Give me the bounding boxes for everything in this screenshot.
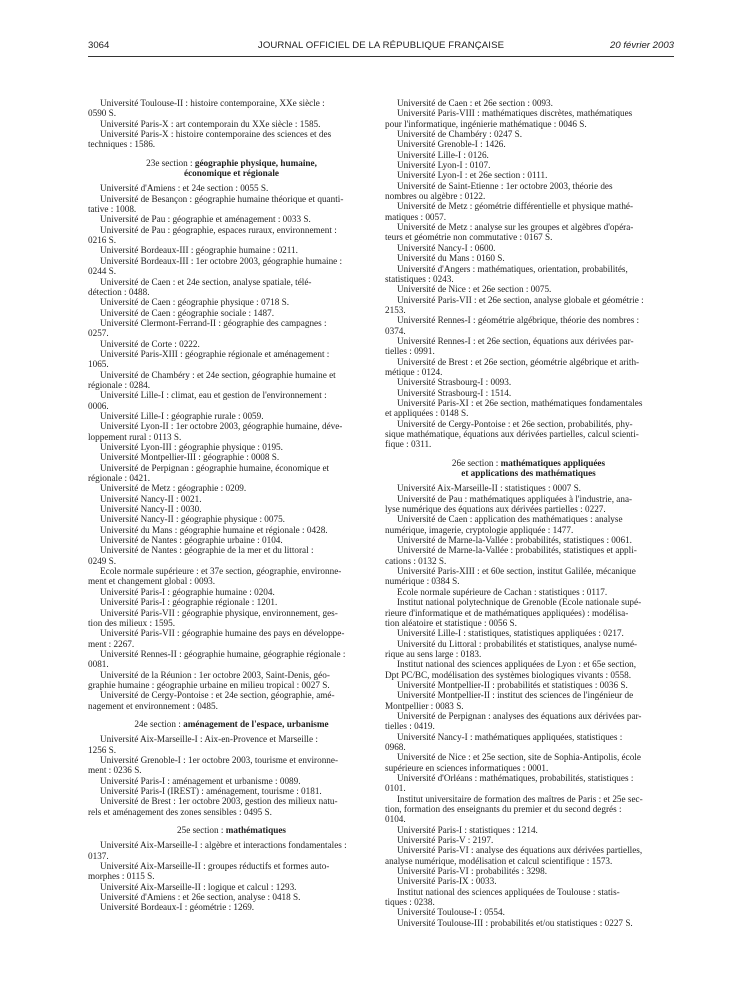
list-entry: Ecole normale supérieure : et 37e section, géographie, environne- ment et changement global : 0093. <box>88 566 342 587</box>
list-entry: Université Bordeaux-I : géométrie : 1269. <box>100 902 255 913</box>
list-entry: Université de Caen : et 26e section : 0093. <box>397 98 553 108</box>
left-column <box>88 98 375 913</box>
list-entry: Université de Cergy-Pontoise : et 24e section, géographie, amé- nagement et environnement : 0485. <box>88 690 335 711</box>
list-entry: Université Nancy-I : 0600. <box>397 242 496 253</box>
list-entry: Université Paris-VII : géographie physique, environnement, ges- tion des milieux : 1595. <box>88 607 338 628</box>
list-entry: Université de Metz : géographie : 0209. <box>100 483 247 494</box>
section-number: 25e section : <box>177 825 226 836</box>
section-title: aménagement de l'espace, urbanisme <box>183 718 329 729</box>
right-column <box>385 98 672 928</box>
section-heading <box>88 825 375 835</box>
list-entry: Institut universitaire de formation des maîtres de Paris : et 25e sec- tion, formation des enseignants du premier et du second degrés : 0104. <box>385 793 643 825</box>
list-entry: Université de Caen : géographie sociale : 1487. <box>100 307 274 318</box>
list-entry: Université Paris-I (IREST) : aménagement, tourisme : 0181. <box>100 786 322 796</box>
list-entry: Université Toulouse-I : 0554. <box>397 907 505 918</box>
list-entry: Université Lyon-I : 0107. <box>397 160 491 171</box>
list-entry: Université Toulouse-III : probabilités et/ou statistiques : 0227 S. <box>397 917 633 928</box>
list-entry: Institut national des sciences appliquées de Lyon : et 65e section, Dpt PC/BC, modélisation des systèmes biologiques vivants : 0558. <box>385 659 637 680</box>
list-entry: Université de Caen : et 24e section, analyse spatiale, télé- détection : 0488. <box>88 276 312 297</box>
list-entry: Université Aix-Marseille-II : logique et calcul : 1293. <box>100 881 297 892</box>
page-header <box>88 40 674 52</box>
section-number: 26e section : <box>451 457 501 468</box>
list-entry: Université de Chambéry : 0247 S. <box>397 129 523 140</box>
list-entry: Université Grenoble-I : 1426. <box>397 139 506 150</box>
list-entry: Université Montpellier-II : probabilités et statistiques : 0036 S. <box>397 679 628 690</box>
list-entry: Université Paris-XIII : géographie régionale et aménagement : 1065. <box>88 348 330 370</box>
list-entry: Université Nancy-I : mathématiques appliquées, statistiques : 0968. <box>385 731 623 752</box>
list-entry: Université Rennes-II : géographie humaine, géographie régionale : 0081. <box>88 648 346 670</box>
list-entry: Institut national polytechnique de Grenoble (Ecole nationale supé- rieure d'informatique et de mathématiques appliquées) : modélisa- tion aléatoire et statistique : 0056 S. <box>385 597 642 628</box>
section-title: géographie physique, humaine, économique et régionale <box>184 157 317 179</box>
list-entry: Université de Nice : et 26e section : 0075. <box>397 284 552 295</box>
list-entry: Université Nancy-II : géographie physique : 0075. <box>100 514 285 525</box>
list-entry: Université Paris-I : aménagement et urbanisme : 0089. <box>100 775 301 786</box>
list-entry: Université de Pau : mathématiques appliquées à l'industrie, ana- lyse numérique des équations aux dérivées partielles : 0227. <box>385 493 633 515</box>
list-entry: Université de Saint-Etienne : 1er octobre 2003, théorie des nombres ou algèbre : 0122. <box>385 180 613 202</box>
section-heading <box>88 158 375 179</box>
list-entry: Université d'Amiens : et 26e section, analyse : 0418 S. <box>100 892 301 903</box>
list-entry: Université Paris-VII : et 26e section, analyse globale et géométrie : 2153. <box>385 294 644 315</box>
list-entry: Université Nancy-II : 0021. <box>100 493 202 504</box>
list-entry: Université Paris-I : géographie régionale : 1201. <box>100 597 278 608</box>
list-entry: Université Rennes-I : et 26e section, équations aux dérivées par- tielles : 0991. <box>385 335 634 357</box>
list-entry: Université Paris-VII : géographie humaine des pays en développe- ment : 2267. <box>88 628 345 649</box>
list-entry: Université Aix-Marseille-I : algèbre et interactions fondamentales : 0137. <box>88 840 347 861</box>
list-entry: Université de Caen : géographie physique : 0718 S. <box>100 297 290 308</box>
list-entry: Université Paris-VI : probabilités : 3298. <box>397 866 548 877</box>
section-number: 24e section : <box>134 718 184 729</box>
list-entry: Université Montpellier-II : institut des sciences de l'ingénieur de Montpellier : 0083 S. <box>385 690 634 711</box>
list-entry: Université Rennes-I : géométrie algébrique, théorie des nombres : 0374. <box>385 315 640 336</box>
list-entry: Université de Nantes : géographie de la mer et du littoral : 0249 S. <box>88 545 314 566</box>
list-entry: Université du Littoral : probabilités et statistiques, analyse numé- rique au sens large : 0183. <box>385 638 638 659</box>
section-heading <box>385 458 672 479</box>
list-entry: Université de Nantes : géographie urbaine : 0104. <box>100 535 283 546</box>
list-entry: Université Strasbourg-I : 0093. <box>397 377 512 388</box>
issue-date: 20 février 2003 <box>610 40 674 51</box>
list-entry: Université Paris-VIII : mathématiques discrètes, mathématiques pour l'informatique, ingénierie mathématique : 0046 S. <box>385 108 633 129</box>
list-entry: Université d'Amiens : et 24e section : 0055 S. <box>100 183 269 194</box>
list-entry: Université Bordeaux-III : géographie humaine : 0211. <box>100 245 298 256</box>
list-entry: Université Montpellier-III : géographie : 0008 S. <box>100 452 280 463</box>
list-entry: Ecole normale supérieure de Cachan : statistiques : 0117. <box>397 586 608 597</box>
list-entry: Université Paris-XI : et 26e section, mathématiques fondamentales et appliquées : 0148 S. <box>385 397 643 419</box>
list-entry: Université de Marne-la-Vallée : probabilités, statistiques : 0061. <box>397 535 632 546</box>
list-entry: Université de Metz : géométrie différentielle et physique mathé- matiques : 0057. <box>385 201 634 222</box>
list-entry: Université de Corte : 0222. <box>100 338 200 349</box>
list-entry: Université Toulouse-II : histoire contemporaine, XXe siècle : 0590 S. <box>88 98 325 119</box>
list-entry: Université de Perpignan : analyses des équations aux dérivées par- tielles : 0419. <box>385 710 642 732</box>
section-title: mathématiques appliquées et applications des mathématiques <box>461 457 606 479</box>
list-entry: Université Grenoble-I : 1er octobre 2003, tourisme et environne- ment : 0236 S. <box>88 754 339 776</box>
list-entry: Université Paris-V : 2197. <box>397 835 494 846</box>
list-entry: Institut national des sciences appliquées de Toulouse : statis- tiques : 0238. <box>385 886 620 908</box>
journal-title: JOURNAL OFFICIEL DE LA RÉPUBLIQUE FRANÇAISE <box>257 40 505 51</box>
list-entry: Université Aix-Marseille-II : statistiques : 0007 S. <box>397 483 581 494</box>
list-entry: Université du Mans : 0160 S. <box>397 253 505 264</box>
section-heading <box>88 719 375 729</box>
list-entry: Université Paris-X : histoire contemporaine des sciences et des techniques : 1586. <box>88 129 332 150</box>
list-entry: Université Paris-IX : 0033. <box>397 876 497 887</box>
list-entry: Université de Perpignan : géographie humaine, économique et régionale : 0421. <box>88 462 330 484</box>
list-entry: Université de Pau : géographie et aménagement : 0033 S. <box>100 214 311 225</box>
list-entry: Université de Cergy-Pontoise : et 26e section, probabilités, phy- sique mathématique, équations aux dérivées partielles, calcul scienti- fique : 0311. <box>385 418 639 450</box>
list-entry: Université du Mans : géographie humaine et régionale : 0428. <box>100 524 328 535</box>
list-entry: Université de Marne-la-Vallée : probabilités, statistiques et appli- cations : 0132 S. <box>385 545 637 566</box>
list-entry: Université Paris-I : géographie humaine : 0204. <box>100 586 275 597</box>
list-entry: Université de Brest : et 26e section, géométrie algébrique et arith- métique : 0124. <box>385 356 640 377</box>
page-number: 3064 <box>88 40 110 51</box>
list-entry: Université Lille-I : climat, eau et gestion de l'environnement : 0006. <box>88 390 327 411</box>
list-entry: Université Paris-XIII : et 60e section, institut Galilée, mécanique numérique : 0384 S. <box>385 566 636 587</box>
list-entry: Université de Pau : géographie, espaces ruraux, environnement : 0216 S. <box>88 224 337 246</box>
list-entry: Université Aix-Marseille-I : Aix-en-Provence et Marseille : 1256 S. <box>88 734 318 755</box>
list-entry: Université Paris-I : statistiques : 1214. <box>397 824 538 835</box>
list-entry: Université Nancy-II : 0030. <box>100 504 202 515</box>
list-entry: Université de Nice : et 25e section, site de Sophia-Antipolis, école supérieure en sciences informatiques : 0001. <box>385 752 641 773</box>
list-entry: Université Lyon-III : géographie physique : 0195. <box>100 442 283 452</box>
header-rule <box>88 56 674 57</box>
list-entry: Université Lyon-II : 1er octobre 2003, géographie humaine, déve- loppement rural : 0113 S. <box>88 421 343 442</box>
list-entry: Université Clermont-Ferrand-II : géographie des campagnes : 0257. <box>88 317 327 339</box>
list-entry: Université de Besançon : géographie humaine théorique et quanti- tative : 1008. <box>88 193 344 215</box>
list-entry: Université Strasbourg-I : 1514. <box>397 387 512 398</box>
list-entry: Université de Brest : 1er octobre 2003, gestion des milieux natu- rels et aménagement des zones sensibles : 0495 S. <box>88 796 338 817</box>
list-entry: Université de la Réunion : 1er octobre 2003, Saint-Denis, géo- graphie humaine : géographie urbaine en milieu tropical : 0027 S. <box>88 669 330 690</box>
list-entry: Université d'Orléans : mathématiques, probabilités, statistiques : 0101. <box>385 773 634 794</box>
list-entry: Université Lille-I : 0126. <box>397 149 489 160</box>
list-entry: Université Lille-I : statistiques, statistiques appliquées : 0217. <box>397 628 624 639</box>
list-entry: Université de Caen : application des mathématiques : analyse numérique, imagerie, cryptologie appliquée : 1477. <box>385 514 623 535</box>
list-entry: Université Paris-VI : analyse des équations aux dérivées partielles, analyse numérique, modélisation et calcul scientifique : 1573. <box>385 845 643 866</box>
list-entry: Université de Chambéry : et 24e section, géographie humaine et régionale : 0284. <box>88 369 336 390</box>
list-entry: Université Bordeaux-III : 1er octobre 2003, géographie humaine : 0244 S. <box>88 255 343 277</box>
section-title: mathématiques <box>225 825 286 836</box>
list-entry: Université Paris-X : art contemporain du XXe siècle : 1585. <box>100 118 321 129</box>
list-entry: Université de Metz : analyse sur les groupes et algèbres d'opéra- teurs et géométrie non commutative : 0167 S. <box>385 222 634 243</box>
list-entry: Université Lyon-I : et 26e section : 0111. <box>397 170 548 181</box>
list-entry: Université Lille-I : géographie rurale : 0059. <box>100 410 264 421</box>
section-number: 23e section : <box>146 157 195 168</box>
list-entry: Université d'Angers : mathématiques, orientation, probabilités, statistiques : 0243. <box>385 263 628 284</box>
list-entry: Université Aix-Marseille-II : groupes réductifs et formes auto- morphes : 0115 S. <box>88 861 330 882</box>
